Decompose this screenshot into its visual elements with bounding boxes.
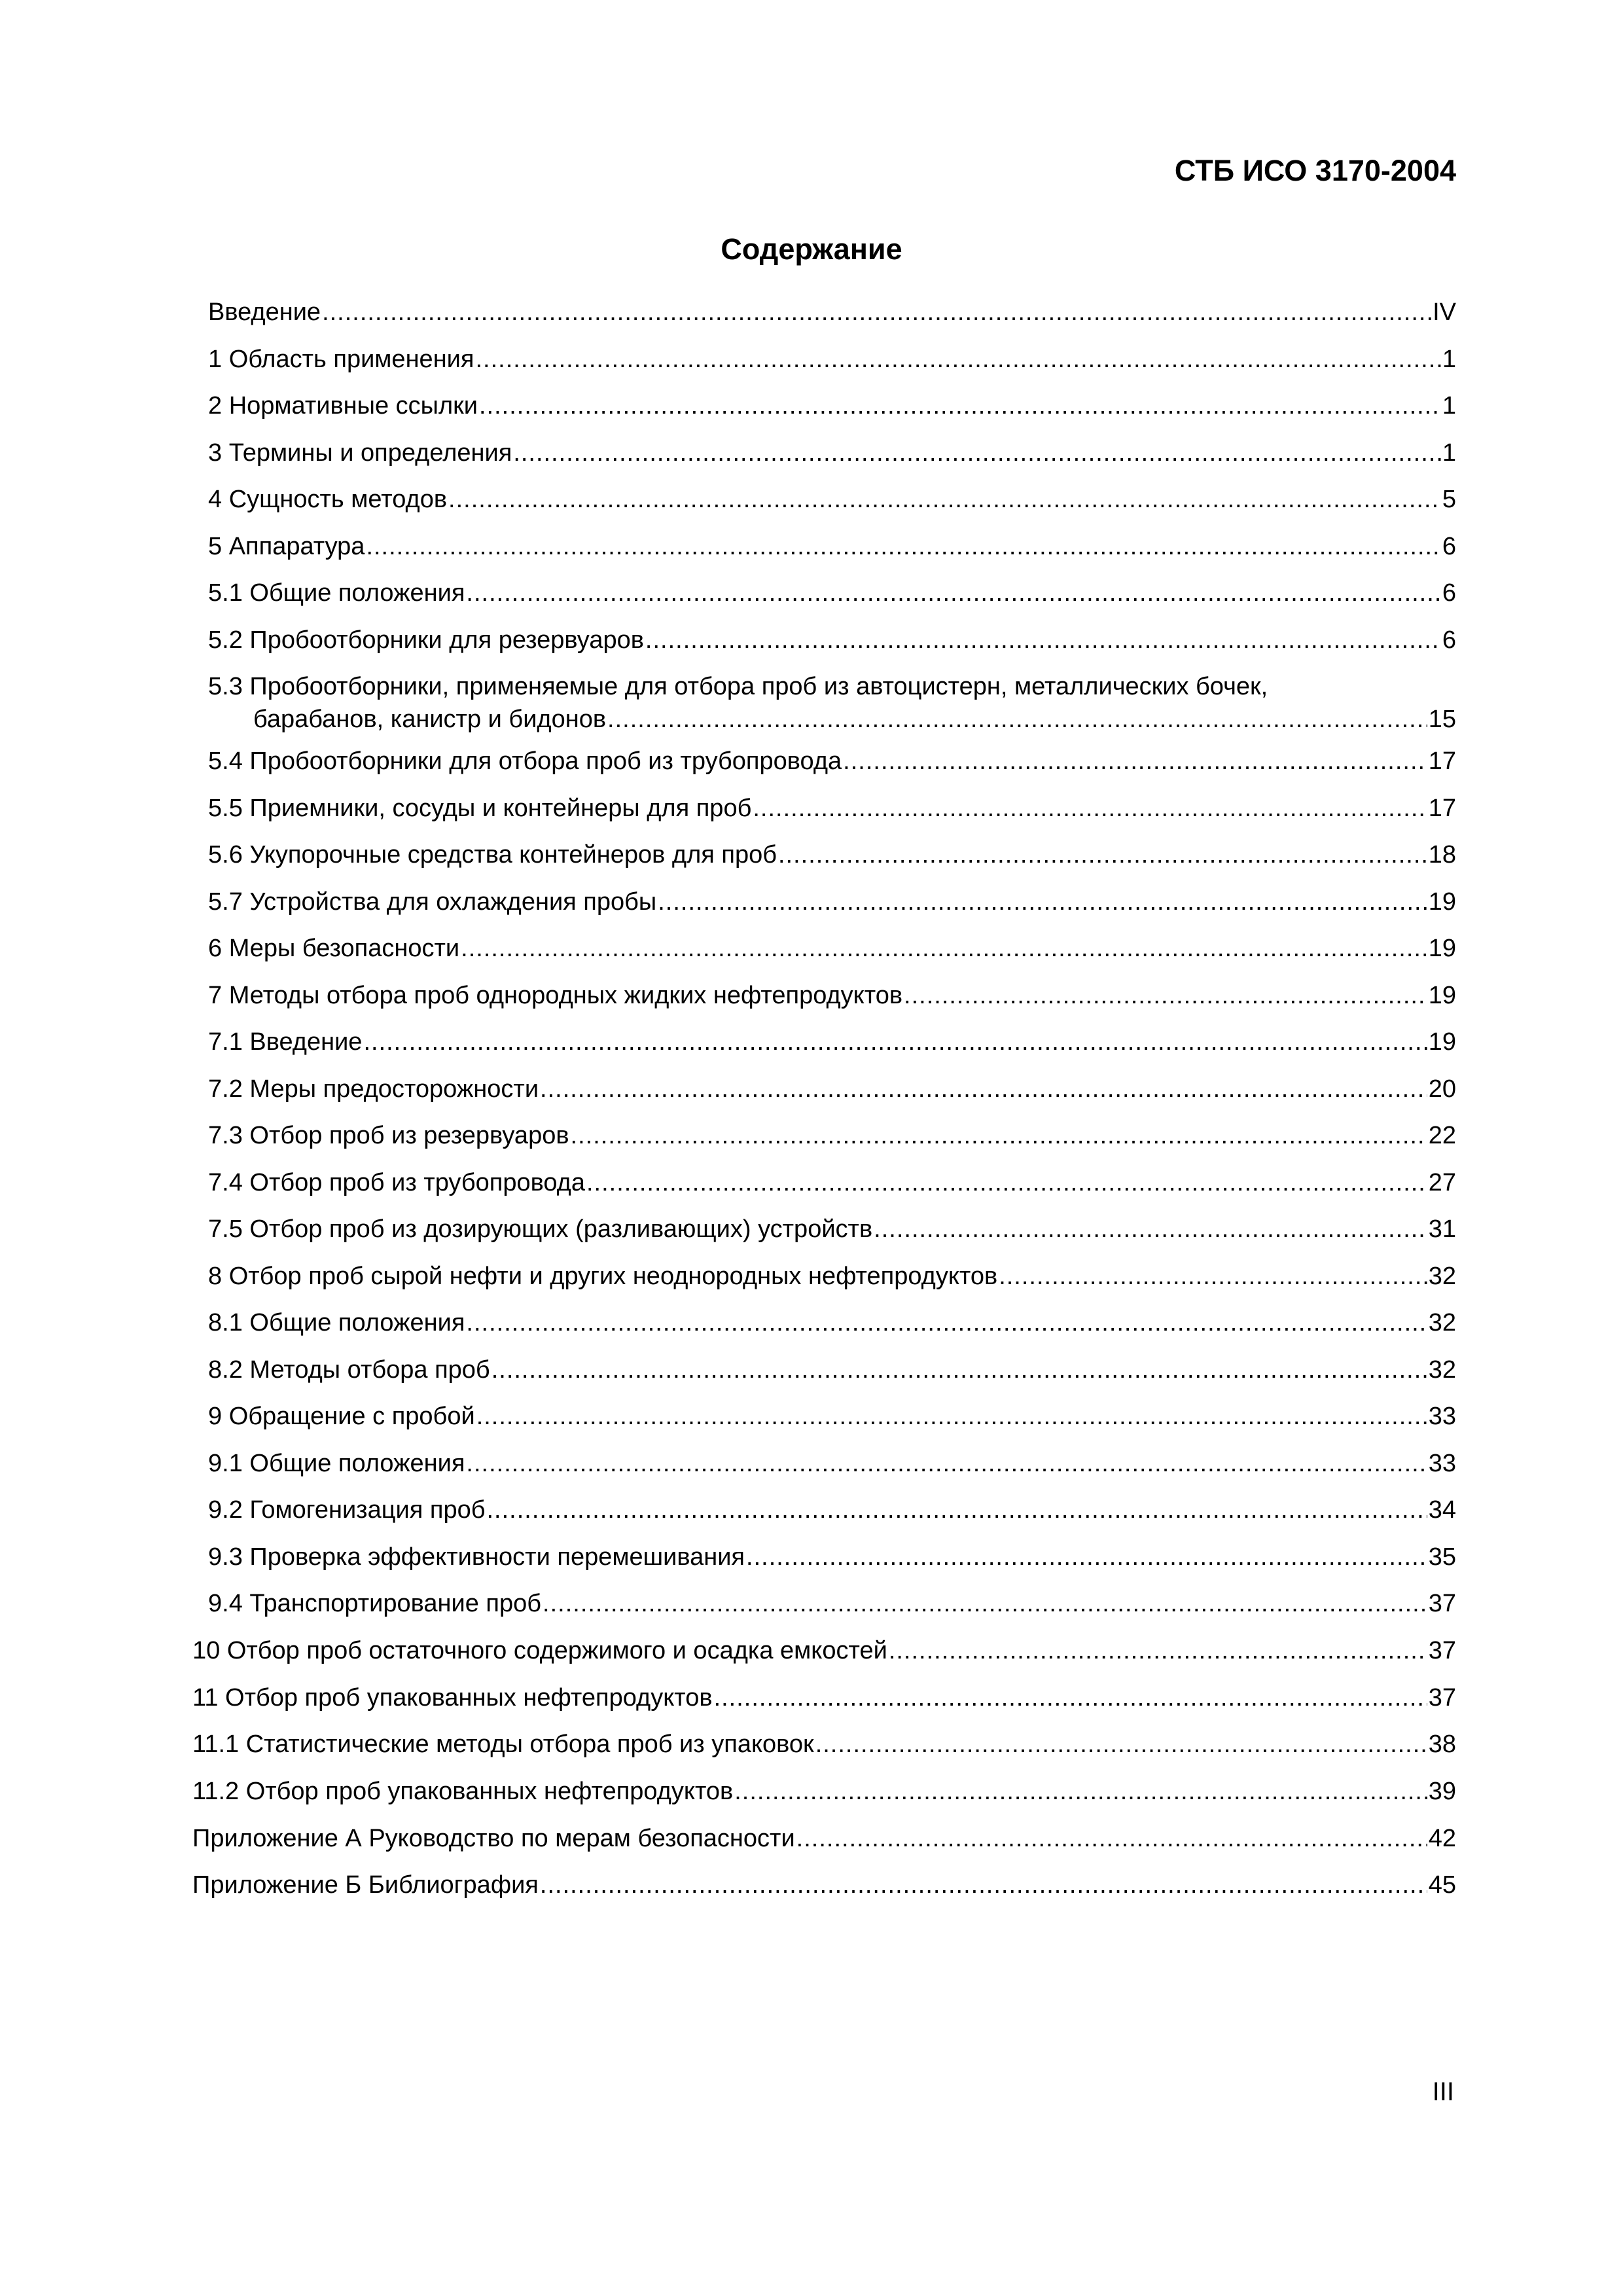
toc-entry-text: 5.1 Общие положения — [208, 579, 465, 607]
toc-entry-page: IV — [1433, 298, 1456, 326]
toc-entry-text: 7.3 Отбор проб из резервуаров — [208, 1122, 569, 1149]
toc-entry-page: 27 — [1428, 1169, 1456, 1196]
toc-entry-text: 5.7 Устройства для охлаждения пробы — [208, 888, 657, 916]
toc-leader-dots — [461, 932, 1427, 965]
toc-leader-dots — [486, 1494, 1427, 1526]
toc-entry-page: 19 — [1428, 1028, 1456, 1056]
toc-entry-text: 6 Меры безопасности — [208, 935, 460, 962]
toc-leader-dots — [448, 483, 1441, 516]
toc-leader-dots — [475, 343, 1440, 376]
toc-leader-dots — [874, 1213, 1427, 1246]
toc-entry — [0, 1494, 1623, 1526]
toc-leader-dots — [778, 838, 1427, 871]
toc-leader-dots — [571, 1119, 1427, 1152]
toc-leader-dots — [796, 1822, 1427, 1855]
toc-entry — [0, 343, 1623, 376]
toc-entry-text: 9.4 Транспортирование проб — [208, 1590, 542, 1617]
toc-entry-text: 1 Область применения — [208, 346, 474, 373]
toc-entry — [0, 483, 1623, 516]
toc-entry — [0, 745, 1623, 778]
toc-leader-dots — [322, 296, 1431, 329]
toc-leader-dots — [466, 577, 1440, 609]
toc-entry-text: 7.4 Отбор проб из трубопровода — [208, 1169, 585, 1196]
toc-leader-dots — [746, 1541, 1427, 1573]
toc-entry — [0, 1306, 1623, 1339]
toc-entry — [0, 1822, 1623, 1855]
toc-entry-text: 8.2 Методы отбора проб — [208, 1356, 490, 1384]
toc-leader-dots — [586, 1166, 1427, 1199]
toc-entry-text: 7.1 Введение — [208, 1028, 363, 1056]
toc-entry — [0, 1119, 1623, 1152]
toc-entry — [0, 1681, 1623, 1714]
toc-entry — [0, 979, 1623, 1012]
toc-entry-page: 20 — [1428, 1075, 1456, 1103]
document-code: СТБ ИСО 3170-2004 — [1174, 154, 1456, 187]
toc-entry — [0, 577, 1623, 609]
toc-entry-text: 8 Отбор проб сырой нефти и других неоднородных нефтепродуктов — [208, 1263, 998, 1290]
toc-entry-text: 7.2 Меры предосторожности — [208, 1075, 539, 1103]
toc-entry-text: Приложение А Руководство по мерам безопасности — [192, 1825, 795, 1852]
toc-entry-text: Приложение Б Библиография — [192, 1871, 539, 1899]
toc-entry — [0, 670, 1623, 733]
toc-entry — [0, 1775, 1623, 1808]
toc-entry-text: 5.2 Пробоотборники для резервуаров — [208, 626, 644, 654]
toc-leader-dots — [466, 1447, 1427, 1480]
toc-entry-text: 7 Методы отбора проб однородных жидких нефтепродуктов — [208, 982, 903, 1009]
toc-entry-page: 32 — [1428, 1356, 1456, 1384]
toc-entry-page: 1 — [1442, 346, 1456, 373]
toc-entry-page: 37 — [1428, 1590, 1456, 1617]
toc-entry-text: Введение — [208, 298, 321, 326]
toc-entry — [0, 296, 1623, 329]
toc-entry-text: 10 Отбор проб остаточного содержимого и осадка емкостей — [192, 1637, 887, 1664]
toc-entry-page: 37 — [1428, 1637, 1456, 1664]
toc-leader-dots — [540, 1073, 1427, 1105]
toc-leader-dots — [513, 437, 1441, 469]
toc-entry-page: 33 — [1428, 1403, 1456, 1430]
toc-entry — [0, 886, 1623, 918]
toc-entry-page: 34 — [1428, 1496, 1456, 1524]
toc-entry-page: 39 — [1428, 1778, 1456, 1805]
toc-entry-page: 18 — [1428, 841, 1456, 869]
toc-entry-text: 5.3 Пробоотборники, применяемые для отбора проб из автоцистерн, металлических бочек, — [208, 673, 1268, 700]
toc-entry-page: 45 — [1428, 1871, 1456, 1899]
toc-entry-page: 31 — [1428, 1215, 1456, 1243]
toc-entry-page: 19 — [1428, 935, 1456, 962]
toc-entry-page: 37 — [1428, 1684, 1456, 1712]
toc-entry-text: 4 Сущность методов — [208, 486, 448, 513]
toc-leader-dots — [734, 1775, 1427, 1808]
toc-leader-dots — [363, 1026, 1427, 1058]
toc-entry-text: 9.1 Общие положения — [208, 1450, 465, 1477]
toc-entry — [0, 1400, 1623, 1433]
toc-leader-dots — [491, 1354, 1427, 1386]
toc-entry — [0, 1587, 1623, 1620]
page-number: III — [1432, 2077, 1454, 2106]
toc-entry-page: 33 — [1428, 1450, 1456, 1477]
toc-entry-page: 17 — [1428, 747, 1456, 775]
toc-leader-dots — [543, 1587, 1427, 1620]
toc-leader-dots — [843, 745, 1427, 778]
toc-entry-text: 7.5 Отбор проб из дозирующих (разливающих) устройств — [208, 1215, 873, 1243]
toc-leader-dots — [607, 703, 1427, 736]
toc-entry-page: 6 — [1442, 579, 1456, 607]
toc-entry — [0, 1166, 1623, 1199]
toc-entry-page: 15 — [1428, 706, 1456, 733]
toc-entry-text: 5.6 Укупорочные средства контейнеров для проб — [208, 841, 777, 869]
toc-entry-text: 9.3 Проверка эффективности перемешивания — [208, 1543, 745, 1571]
toc-entry-text: 5.5 Приемники, сосуды и контейнеры для проб — [208, 795, 752, 822]
toc-entry — [0, 624, 1623, 656]
toc-entry — [0, 1213, 1623, 1246]
toc-entry-text: 2 Нормативные ссылки — [208, 392, 478, 420]
toc-entry — [0, 838, 1623, 871]
toc-entry — [0, 1728, 1623, 1761]
toc-entry — [0, 1541, 1623, 1573]
toc-entry — [0, 1026, 1623, 1058]
toc-entry-page: 6 — [1442, 626, 1456, 654]
toc-leader-dots — [479, 389, 1441, 422]
toc-entry — [0, 1634, 1623, 1667]
toc-leader-dots — [889, 1634, 1427, 1667]
toc-entry-page: 32 — [1428, 1263, 1456, 1290]
toc-entry-text-continued: барабанов, канистр и бидонов — [253, 706, 607, 733]
toc-entry-text: 9 Обращение с пробой — [208, 1403, 475, 1430]
toc-entry-page: 42 — [1428, 1825, 1456, 1852]
toc-leader-dots — [904, 979, 1427, 1012]
toc-leader-dots — [658, 886, 1427, 918]
toc-entry-text: 11.2 Отбор проб упакованных нефтепродуктов — [192, 1778, 734, 1805]
toc-entry-page: 5 — [1442, 486, 1456, 513]
toc-entry-text: 8.1 Общие положения — [208, 1309, 465, 1336]
toc-leader-dots — [815, 1728, 1427, 1761]
toc-leader-dots — [645, 624, 1441, 656]
toc-leader-dots — [540, 1869, 1427, 1901]
toc-entry-page: 32 — [1428, 1309, 1456, 1336]
toc-entry — [0, 792, 1623, 825]
toc-entry — [0, 437, 1623, 469]
toc-entry-page: 22 — [1428, 1122, 1456, 1149]
toc-leader-dots — [753, 792, 1427, 825]
toc-entry — [0, 1354, 1623, 1386]
toc-entry — [0, 1869, 1623, 1901]
toc-entry-page: 38 — [1428, 1731, 1456, 1758]
toc-title: Содержание — [721, 232, 902, 266]
toc-entry-page: 1 — [1442, 439, 1456, 467]
toc-leader-dots — [466, 1306, 1427, 1339]
toc-entry — [0, 389, 1623, 422]
toc-entry-page: 19 — [1428, 982, 1456, 1009]
toc-entry — [0, 530, 1623, 563]
toc-entry-page: 19 — [1428, 888, 1456, 916]
toc-entry — [0, 1260, 1623, 1293]
toc-entry-page: 17 — [1428, 795, 1456, 822]
toc-entry — [0, 1073, 1623, 1105]
toc-entry-text: 5 Аппаратура — [208, 533, 365, 560]
toc-entry-text: 9.2 Гомогенизация проб — [208, 1496, 486, 1524]
toc-leader-dots — [476, 1400, 1427, 1433]
toc-entry-page: 1 — [1442, 392, 1456, 420]
toc-entry-text: 5.4 Пробоотборники для отбора проб из трубопровода — [208, 747, 842, 775]
toc-entry-page: 6 — [1442, 533, 1456, 560]
toc-entry-text: 11.1 Статистические методы отбора проб из упаковок — [192, 1731, 814, 1758]
toc-entry — [0, 1447, 1623, 1480]
toc-entry-page: 35 — [1428, 1543, 1456, 1571]
toc-entry-text: 11 Отбор проб упакованных нефтепродуктов — [192, 1684, 713, 1712]
toc-leader-dots — [714, 1681, 1427, 1714]
toc-leader-dots — [999, 1260, 1427, 1293]
toc-entry — [0, 932, 1623, 965]
toc-entry-text: 3 Термины и определения — [208, 439, 512, 467]
toc-leader-dots — [366, 530, 1440, 563]
